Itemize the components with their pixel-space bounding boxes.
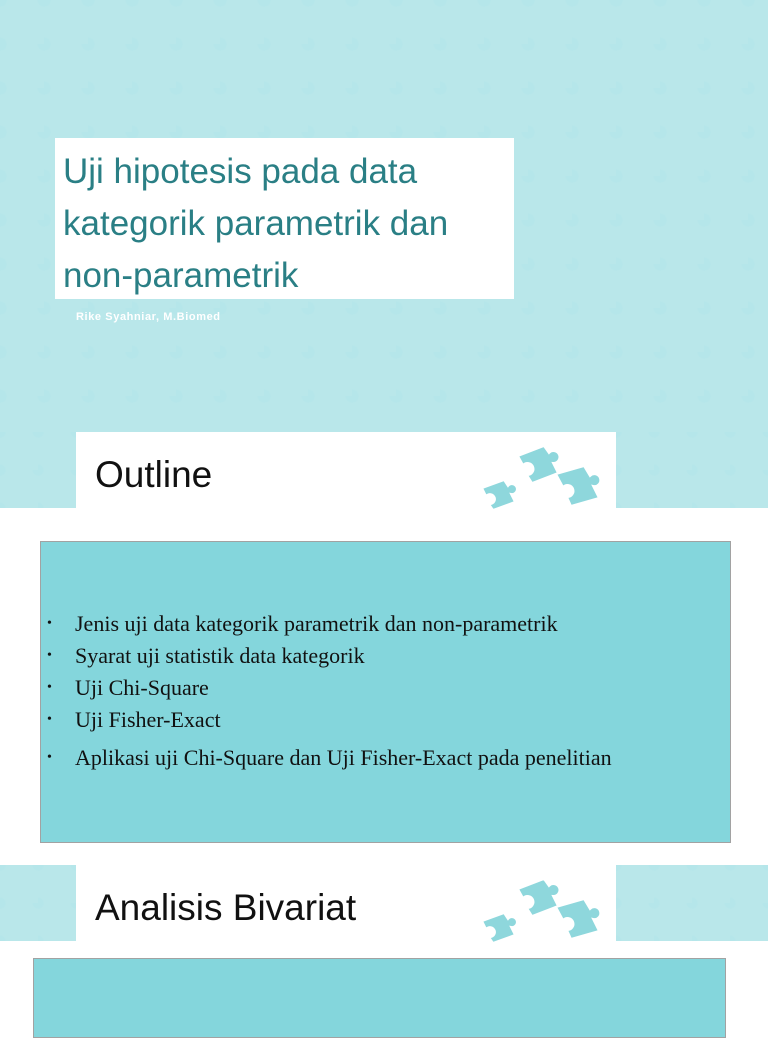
list-item: • Aplikasi uji Chi-Square dan Uji Fisher-Exact pada penelitian <box>47 742 612 774</box>
outline-heading: Outline <box>95 454 213 495</box>
bullet-icon: • <box>47 616 52 631</box>
bivariat-heading: Analisis Bivariat <box>95 887 357 928</box>
puzzle-strip-left <box>0 432 76 508</box>
puzzle-strip-right <box>616 865 768 941</box>
puzzle-strip-right <box>616 432 768 508</box>
slide-title: Uji hipotesis pada data kategorik parametrik dan non-parametrik <box>63 152 449 295</box>
bullet-icon: • <box>47 712 52 727</box>
outline-list <box>41 608 612 774</box>
bivariat-content-box <box>33 958 726 1038</box>
puzzle-pieces-icon <box>478 434 628 514</box>
puzzle-strip-left <box>0 865 76 941</box>
list-item: • Syarat uji statistik data kategorik <box>47 640 612 672</box>
list-item: • Jenis uji data kategorik parametrik dan non-parametrik <box>47 608 612 640</box>
list-item: • Uji Fisher-Exact <box>47 704 612 736</box>
bullet-icon: • <box>47 680 52 695</box>
author-name: Rike Syahniar, M.Biomed <box>76 311 221 323</box>
list-item: • Uji Chi-Square <box>47 672 612 704</box>
bullet-icon: • <box>47 750 52 765</box>
outline-content-box <box>40 541 731 843</box>
puzzle-pieces-icon <box>478 867 628 947</box>
bullet-icon: • <box>47 648 52 663</box>
